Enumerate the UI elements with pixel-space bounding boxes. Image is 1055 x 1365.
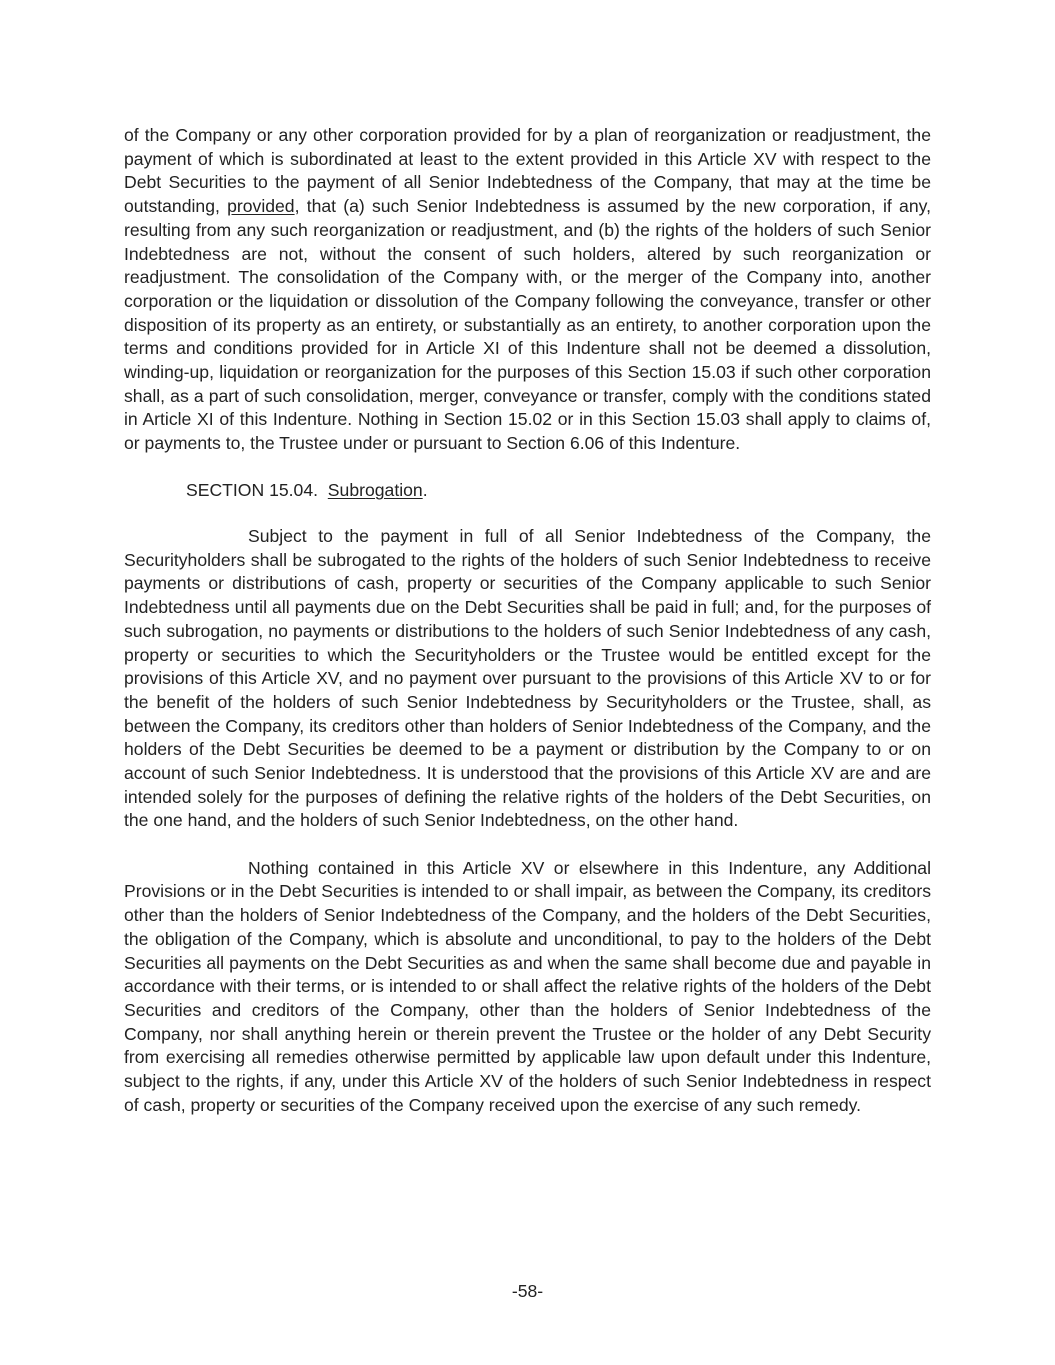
page-number: -58- bbox=[511, 1281, 544, 1301]
paragraph-reorganization-text-before: of the Company or any other corporation provided for by a plan of reorganization or readjustment, the payment of which is subordinated at least to the extent provided in this Article XV with respect to the Debt Securities to the payment of all Senior Indebtedness of the Company, that may at the time be outstanding, bbox=[124, 125, 931, 217]
section-title-period: . bbox=[422, 480, 428, 501]
paragraph-reorganization bbox=[124, 124, 931, 456]
section-heading bbox=[186, 479, 931, 503]
document-page bbox=[124, 124, 931, 1117]
section-title: Subrogation bbox=[327, 480, 423, 501]
provided-term: provided bbox=[227, 196, 295, 217]
paragraph-reorganization-text-after: , that (a) such Senior Indebtedness is assumed by the new corporation, if any, resulting from any such reorganization or readjustment, and (b) the rights of the holders of such Senior Indebtedness are not, without the consent of such holders, altered by such reorganization or readjustment. The consolidation of the Company with, or the merger of the Company into, another corporation or the liquidation or dissolution of the Company following the conveyance, transfer or other disposition of its property as an entirety, or substantially as an entirety, to another corporation upon the terms and conditions provided for in Article XI of this Indenture shall not be deemed a dissolution, winding-up, liquidation or reorganization for the purposes of this Section 15.03 if such other corporation shall, as a part of such consolidation, merger, conveyance or transfer, comply with the conditions stated in Article XI of this Indenture. Nothing in Section 15.02 or in this Section 15.03 shall apply to claims of, or payments to, the Trustee under or pursuant to Section 6.06 of this Indenture. bbox=[124, 196, 931, 454]
paragraph-nothing-contained: Nothing contained in this Article XV or elsewhere in this Indenture, any Additional Provisions or in the Debt Securities is intended to or shall impair, as between the Company, its creditors other than the holders of Senior Indebtedness of the Company, and the holders of the Debt Securities, the obligation of the Company, which is absolute and unconditional, to pay to the holders of the Debt Securities all payments on the Debt Securities as and when the same shall become due and payable in accordance with their terms, or is intended to or shall affect the relative rights of the holders of the Debt Securities and creditors of the Company, other than the holders of Senior Indebtedness of the Company, nor shall anything herein or therein prevent the Trustee or the holder of any Debt Security from exercising all remedies otherwise permitted by applicable law upon default under this Indenture, subject to the rights, if any, under this Article XV of the holders of such Senior Indebtedness in respect of cash, property or securities of the Company received upon the exercise of any such remedy. bbox=[124, 857, 931, 1115]
paragraph-subrogation: Subject to the payment in full of all Senior Indebtedness of the Company, the Securityholders shall be subrogated to the rights of the holders of such Senior Indebtedness to receive payments or distributions of cash, property or securities of the Company applicable to such Senior Indebtedness until all payments due on the Debt Securities shall be paid in full; and, for the purposes of such subrogation, no payments or distributions to the holders of such Senior Indebtedness of any cash, property or securities to which the Securityholders or the Trustee would be entitled except for the provisions of this Article XV, and no payment over pursuant to the provisions of this Article XV to or for the benefit of the holders of such Senior Indebtedness by Securityholders or the Trustee, shall, as between the Company, its creditors other than holders of Senior Indebtedness of the Company, and the holders of the Debt Securities be deemed to be a payment or distribution by the Company to or on account of such Senior Indebtedness. It is understood that the provisions of this Article XV are and are intended solely for the purposes of defining the relative rights of the holders of the Debt Securities, on the one hand, and the holders of such Senior Indebtedness, on the other hand. bbox=[124, 526, 931, 831]
section-number: SECTION 15.04. bbox=[186, 480, 319, 501]
